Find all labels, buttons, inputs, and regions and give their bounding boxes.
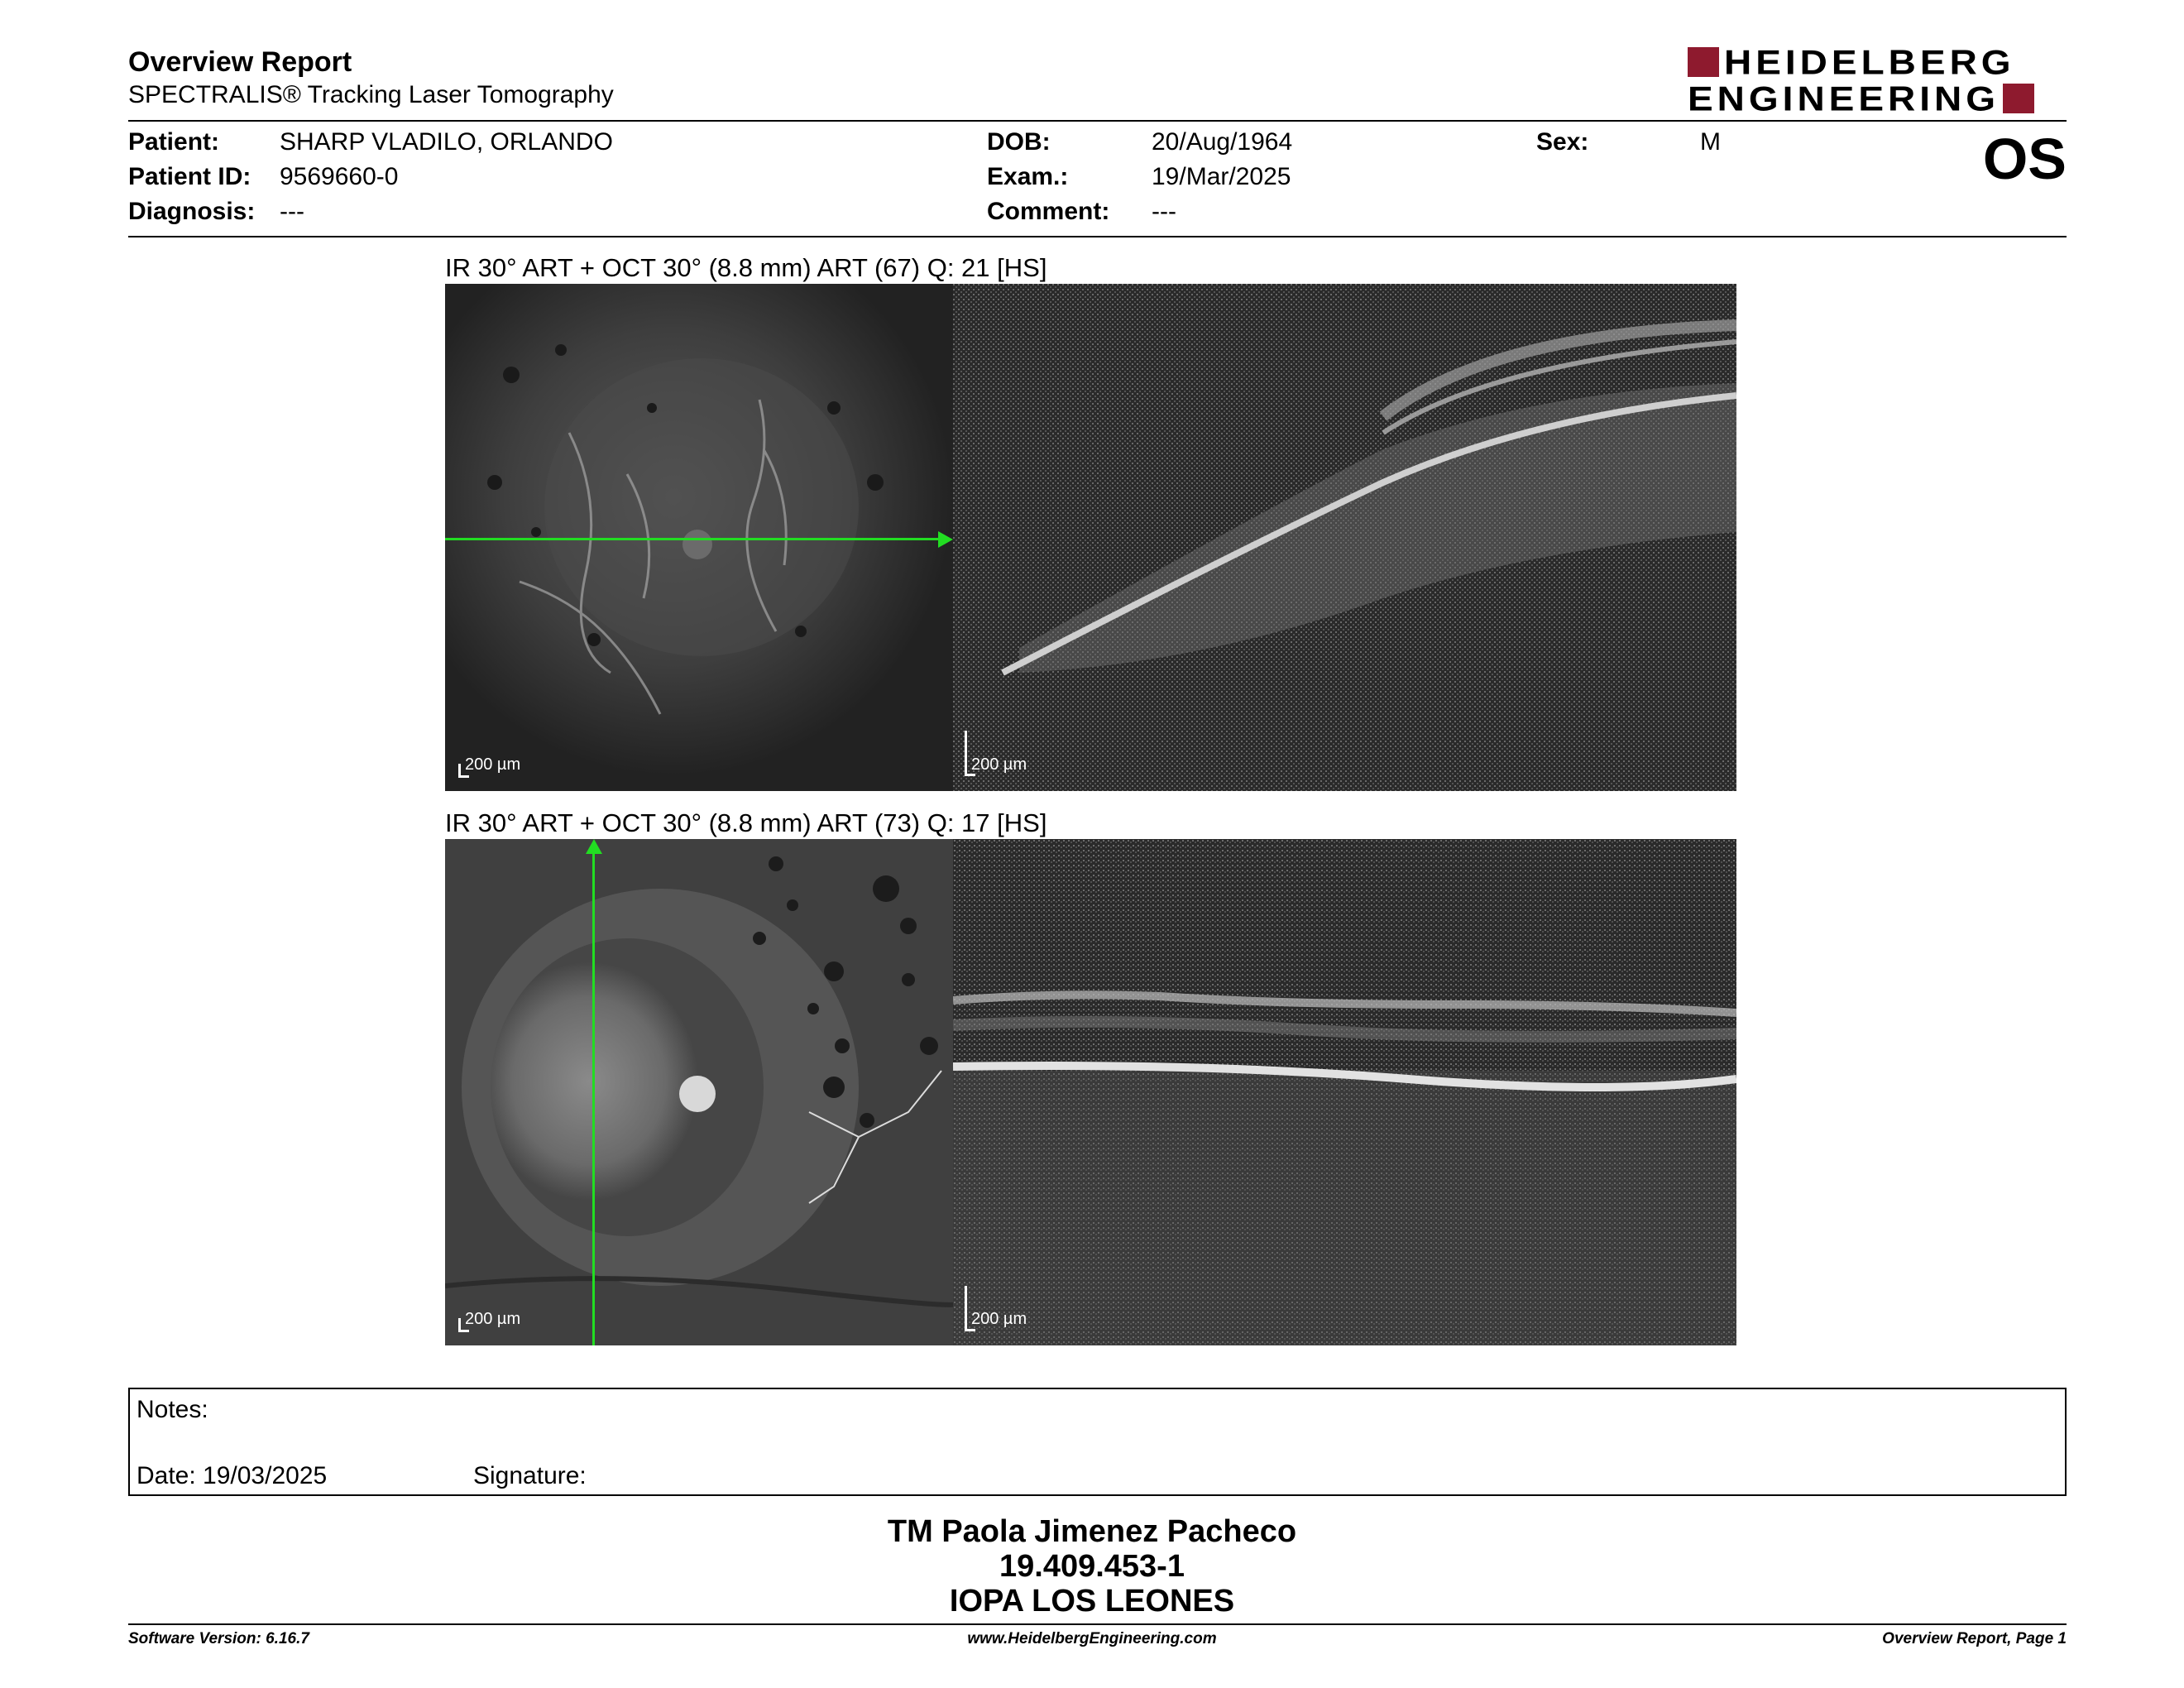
- website-link[interactable]: www.HeidelbergEngineering.com: [967, 1630, 1217, 1647]
- patient-label: Patient:: [128, 128, 220, 156]
- dob-value: 20/Aug/1964: [1152, 128, 1293, 156]
- signature-label: Signature:: [473, 1462, 587, 1489]
- sex-value: M: [1700, 128, 1721, 156]
- report-title: Overview Report: [128, 46, 352, 78]
- patient-id-value: 9569660-0: [280, 163, 399, 190]
- patient-id-label: Patient ID:: [128, 163, 251, 190]
- logo-square-icon: [2003, 84, 2034, 113]
- scan-1-scan-line: [445, 538, 945, 540]
- scan-1-oct-scale: 200 µm: [971, 755, 1027, 774]
- dob-label: DOB:: [987, 128, 1051, 156]
- notes-label: Notes:: [136, 1396, 208, 1423]
- comment-label: Comment:: [987, 198, 1110, 225]
- header-divider: [128, 120, 2067, 122]
- scan-2-scan-line: [592, 842, 595, 1345]
- scan-2-arrow-icon: [586, 839, 602, 854]
- scan-2-ir-scale: 200 µm: [465, 1310, 521, 1328]
- sex-label: Sex:: [1536, 128, 1589, 156]
- scan-2-title: IR 30° ART + OCT 30° (8.8 mm) ART (73) Q: 17 [HS]: [445, 808, 1047, 837]
- patient-name: SHARP VLADILO, ORLANDO: [280, 128, 613, 156]
- scan-1-arrow-icon: [938, 531, 953, 548]
- institution-name: IOPA LOS LEONES: [949, 1584, 1235, 1618]
- comment-value: ---: [1152, 198, 1176, 225]
- software-version: Software Version: 6.16.7: [128, 1630, 309, 1647]
- scan-2-oct-scale: 200 µm: [971, 1310, 1027, 1328]
- scan-1-ir-scale: 200 µm: [465, 755, 521, 774]
- scan-2-oct-image: [953, 839, 1736, 1345]
- scan-1-oct-image: [953, 284, 1736, 791]
- date-label: Date: 19/03/2025: [136, 1462, 328, 1489]
- report-subtitle: SPECTRALIS® Tracking Laser Tomography: [128, 81, 614, 108]
- scan-1-oct-drawing: [953, 284, 1736, 791]
- scan-1-ir-image: [445, 284, 953, 791]
- notes-box: [128, 1388, 2067, 1496]
- operator-id: 19.409.453-1: [999, 1549, 1185, 1584]
- scan-2-oct-drawing: [953, 839, 1736, 1345]
- diagnosis-label: Diagnosis:: [128, 198, 256, 225]
- logo-line1: HEIDELBERG: [1724, 42, 2015, 82]
- heidelberg-logo: [1688, 42, 2068, 118]
- footer-divider: [128, 1623, 2067, 1625]
- logo-square-icon: [1688, 47, 1719, 77]
- exam-label: Exam.:: [987, 163, 1069, 190]
- logo-line2: ENGINEERING: [1688, 79, 2000, 118]
- diagnosis-value: ---: [280, 198, 304, 225]
- scan-2-fundus-drawing: [445, 839, 953, 1345]
- info-divider: [128, 236, 2067, 237]
- exam-value: 19/Mar/2025: [1152, 163, 1291, 190]
- scan-1-title: IR 30° ART + OCT 30° (8.8 mm) ART (67) Q: 21 [HS]: [445, 253, 1047, 282]
- page-indicator: Overview Report, Page 1: [1882, 1630, 2067, 1647]
- eye-indicator: OS: [1982, 127, 2067, 191]
- scan-2-ir-image: [445, 839, 953, 1345]
- operator-name: TM Paola Jimenez Pacheco: [887, 1514, 1297, 1549]
